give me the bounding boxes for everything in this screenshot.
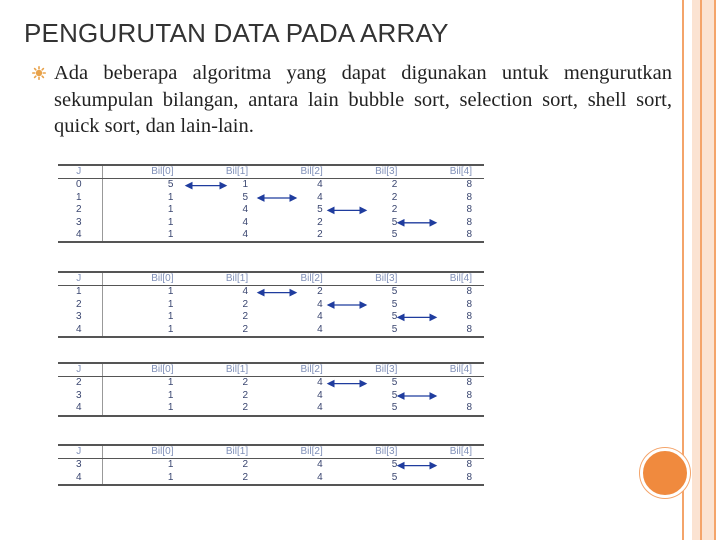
header-cell: Bil[0] — [102, 165, 185, 179]
table-cell: 5 — [335, 402, 410, 415]
header-cell: Bil[4] — [409, 165, 484, 179]
table-cell: 8 — [466, 191, 472, 203]
table-row — [58, 324, 484, 337]
orange-circle — [640, 448, 690, 498]
table-cell: 4 — [260, 402, 335, 415]
table-cell: 8 — [466, 179, 472, 191]
table-cell: 1 — [167, 459, 174, 471]
table-cell: 1 — [167, 216, 174, 228]
table-header-row — [58, 363, 484, 377]
header-cell: Bil[4] — [409, 445, 484, 459]
table-cell: 5 — [242, 191, 249, 203]
right-stripe-fill — [692, 0, 714, 540]
table-cell: 5 — [391, 389, 398, 401]
table-cell: 4 — [58, 402, 102, 415]
table-cell: 1 — [58, 192, 102, 204]
table-cell: 4 — [260, 472, 335, 485]
table-cell: 2 — [242, 389, 249, 401]
table-cell: 2 — [242, 311, 249, 323]
right-stripe-inner — [700, 0, 702, 540]
table-cell: 5 — [335, 472, 410, 485]
table-cell: 8 — [466, 311, 472, 323]
header-cell: Bil[3] — [335, 445, 410, 459]
table-cell: 1 — [167, 377, 174, 389]
table-cell: 8 — [466, 216, 472, 228]
table-cell: 2 — [242, 459, 249, 471]
table-row — [58, 179, 484, 192]
table-row — [58, 217, 484, 229]
bubble-sort-table-1 — [58, 164, 484, 243]
table-row — [58, 229, 484, 242]
sun-bullet-icon — [32, 66, 46, 80]
table-cell: 4 — [317, 311, 323, 323]
table-cell: 1 — [102, 229, 185, 242]
header-cell: Bil[1] — [185, 445, 260, 459]
table-row — [58, 459, 484, 472]
table-cell: 2 — [260, 229, 335, 242]
table-cell: 2 — [317, 286, 323, 298]
table-cell: 4 — [58, 472, 102, 485]
table-cell: 4 — [260, 324, 335, 337]
header-cell: Bil[0] — [102, 445, 185, 459]
table-cell: 5 — [391, 311, 398, 323]
table-cell: 8 — [466, 298, 472, 310]
header-cell: Bil[4] — [409, 272, 484, 286]
table-cell: 5 — [335, 324, 410, 337]
table-cell: 1 — [167, 204, 174, 216]
table-cell: 2 — [242, 377, 249, 389]
header-cell: J — [58, 165, 102, 179]
table-cell: 2 — [242, 298, 249, 310]
table-cell: 1 — [58, 286, 102, 299]
table-cell: 2 — [391, 179, 398, 191]
table-header-row — [58, 445, 484, 459]
table-row — [58, 377, 484, 390]
table-cell: 5 — [317, 204, 323, 216]
bubble-sort-table-4 — [58, 444, 484, 486]
table-row — [58, 311, 484, 323]
table-cell: 4 — [317, 298, 323, 310]
table-cell: 3 — [58, 459, 102, 472]
table-cell: 2 — [58, 299, 102, 311]
bubble-sort-table-3 — [58, 362, 484, 417]
header-cell: Bil[2] — [260, 363, 335, 377]
table-row — [58, 204, 484, 216]
table-cell: 1 — [167, 191, 174, 203]
table-cell: 1 — [242, 179, 249, 191]
table-cell: 4 — [317, 389, 323, 401]
header-cell: Bil[3] — [335, 363, 410, 377]
header-cell: Bil[3] — [335, 165, 410, 179]
table-cell: 4 — [317, 191, 323, 203]
table-cell: 4 — [242, 204, 249, 216]
table-row — [58, 390, 484, 402]
table-cell: 8 — [466, 204, 472, 216]
table-cell: 1 — [167, 389, 174, 401]
table-cell: 4 — [58, 324, 102, 337]
header-cell: Bil[2] — [260, 165, 335, 179]
header-cell: Bil[0] — [102, 272, 185, 286]
table-cell: 4 — [317, 377, 323, 389]
header-cell: Bil[2] — [260, 272, 335, 286]
table-cell: 2 — [391, 204, 398, 216]
header-cell: Bil[4] — [409, 363, 484, 377]
slide-title: PENGURUTAN DATA PADA ARRAY — [24, 18, 449, 48]
table-cell: 5 — [391, 298, 398, 310]
table-cell: 5 — [391, 377, 398, 389]
table-cell: 8 — [409, 324, 484, 337]
table-cell: 1 — [102, 324, 185, 337]
table-cell: 4 — [242, 216, 249, 228]
table-cell: 8 — [466, 286, 472, 298]
table-cell: 5 — [391, 459, 398, 471]
table-cell: 4 — [317, 179, 323, 191]
table-row — [58, 192, 484, 204]
header-cell: Bil[1] — [185, 165, 260, 179]
table-cell: 5 — [167, 179, 174, 191]
table-cell: 2 — [317, 216, 323, 228]
bullet-paragraph: Ada beberapa algoritma yang dapat digunakan untuk mengurutkan sekumpulan bilangan, antara lain bubble sort, selection sort, shell sort, quick sort, dan lain-lain. — [54, 62, 672, 137]
table-cell: 8 — [409, 229, 484, 242]
table-cell: 0 — [58, 179, 102, 192]
table-cell: 8 — [466, 377, 472, 389]
table-cell: 8 — [466, 459, 472, 471]
header-cell: J — [58, 363, 102, 377]
table-cell: 4 — [58, 229, 102, 242]
table-row — [58, 286, 484, 299]
header-cell: J — [58, 272, 102, 286]
table-cell: 3 — [58, 390, 102, 402]
table-cell: 3 — [58, 217, 102, 229]
right-stripe-edge — [714, 0, 716, 540]
table-cell: 1 — [102, 472, 185, 485]
table-cell: 5 — [391, 286, 398, 298]
table-cell: 1 — [167, 298, 174, 310]
table-row — [58, 299, 484, 311]
header-cell: Bil[3] — [335, 272, 410, 286]
header-cell: Bil[0] — [102, 363, 185, 377]
table-cell: 2 — [58, 377, 102, 390]
table-cell: 8 — [409, 402, 484, 415]
table-cell: 2 — [58, 204, 102, 216]
table-cell: 4 — [242, 286, 249, 298]
table-cell: 4 — [185, 229, 260, 242]
table-cell: 2 — [185, 324, 260, 337]
table-cell: 2 — [185, 472, 260, 485]
table-cell: 1 — [102, 402, 185, 415]
table-cell: 1 — [167, 286, 174, 298]
table-cell: 8 — [409, 472, 484, 485]
table-row — [58, 472, 484, 485]
table-cell: 1 — [167, 311, 174, 323]
header-cell: J — [58, 445, 102, 459]
header-cell: Bil[1] — [185, 272, 260, 286]
table-header-row — [58, 165, 484, 179]
header-cell: Bil[1] — [185, 363, 260, 377]
table-cell: 3 — [58, 311, 102, 323]
table-header-row — [58, 272, 484, 286]
table-cell: 2 — [185, 402, 260, 415]
bubble-sort-table-2 — [58, 271, 484, 338]
header-cell: Bil[2] — [260, 445, 335, 459]
table-cell: 8 — [466, 389, 472, 401]
table-cell: 5 — [335, 229, 410, 242]
table-cell: 5 — [391, 216, 398, 228]
table-row — [58, 402, 484, 415]
table-cell: 4 — [317, 459, 323, 471]
table-cell: 2 — [391, 191, 398, 203]
